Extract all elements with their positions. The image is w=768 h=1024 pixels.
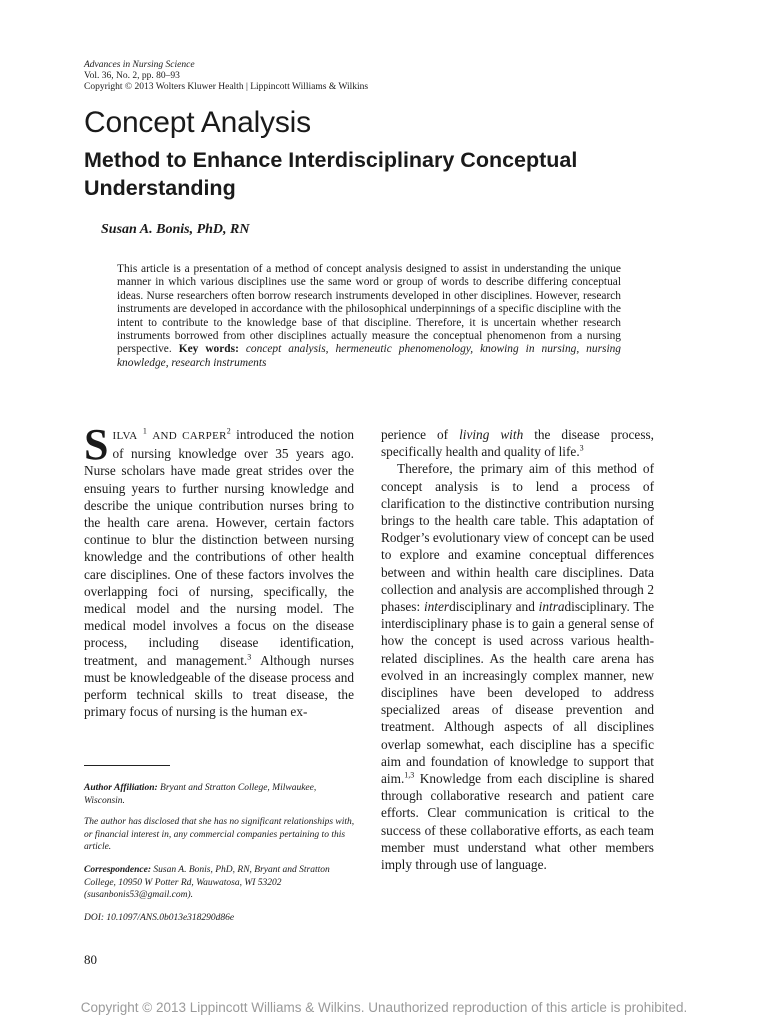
paragraph-text: Although nurses must be knowledgeable of the disease process and perform technical skills to treat disease, the primary focus of nursing is the human ex- bbox=[84, 652, 354, 720]
journal-header bbox=[84, 60, 368, 93]
author-name: Susan A. Bonis, PhD, RN bbox=[101, 222, 250, 237]
footnote-text: Bryant and Stratton College, Milwaukee, Wisconsin. bbox=[84, 783, 317, 806]
footnote-divider bbox=[84, 765, 170, 766]
paragraph bbox=[381, 426, 654, 460]
citation: 2 bbox=[226, 426, 231, 436]
paragraph-text: disciplinary and bbox=[449, 599, 535, 615]
body-column-right bbox=[381, 426, 654, 873]
paragraph-text: Knowledge from each discipline is shared through collaborative research and patient care efforts. Clear communication is critical to the success of these collaborative efforts, as each team member must understand what other members imply through use of language. bbox=[381, 771, 654, 873]
paragraph-text: perience of bbox=[381, 427, 449, 442]
emphasis: inter bbox=[423, 599, 450, 615]
emphasis: living with bbox=[459, 427, 524, 442]
citation: 1 bbox=[142, 426, 147, 436]
citation: 3 bbox=[247, 652, 252, 662]
header-copyright: Copyright © 2013 Wolters Kluwer Health | Lippincott Williams & Wilkins bbox=[84, 82, 369, 92]
page-number: 80 bbox=[84, 952, 97, 967]
journal-name: Advances in Nursing Science bbox=[84, 60, 195, 70]
abstract-text: This article is a presentation of a method of concept analysis designed to assist in understanding the unique manner in which various disciplines use the same word or group of words to describe differing conceptual ideas. Nurse researchers often borrow research instruments developed in other disciplines. However, research instruments are developed in accordance with the philosophical underpinnings of a specific discipline with the intent to contribute to the knowledge base of that discipline. Therefore, it is uncertain whether research instruments borrowed from other disciplines actually measure the conceptual phenomenon from a nursing perspective. bbox=[117, 263, 621, 356]
keywords-list: concept analysis, hermeneutic phenomenology, knowing in nursing, nursing knowledge, research instruments bbox=[117, 343, 621, 369]
drop-cap: S bbox=[84, 420, 109, 469]
keywords-label: Key words: bbox=[178, 343, 239, 356]
footer-copyright: Copyright © 2013 Lippincott Williams & Wilkins. Unauthorized reproduction of this article is prohibited. bbox=[80, 1000, 688, 1015]
citation: 3 bbox=[579, 443, 584, 453]
and-carper: AND CARPER bbox=[152, 430, 227, 442]
footnote-disclosure: The author has disclosed that she has no significant relationships with, or financial interest in, any commercial companies pertaining to this article. bbox=[84, 817, 355, 852]
footnote-affiliation bbox=[84, 782, 356, 807]
lead-smallcaps: ILVA bbox=[112, 430, 138, 442]
citation: 1,3 bbox=[404, 770, 415, 780]
footnote-label: Correspondence: bbox=[84, 865, 152, 875]
abstract bbox=[117, 263, 621, 370]
paragraph-text: introduced the notion of nursing knowledge over 35 years ago. Nurse scholars have made great strides over the ensuing years to further nursing knowledge and describe the unique contribution nurses bring to the health care arena. However, certain factors continue to blur the distinction between nursing knowledge and the contributions of other health care disciplines. One of these factors involves the overlapping foci of nursing, specifically, the medical model and the nursing model. The medical model involves a focus on the disease process, including disease identification, treatment, and management. bbox=[84, 427, 354, 668]
paragraph bbox=[84, 420, 354, 720]
paragraph-text: Therefore, the primary aim of this method of concept analysis is to lend a process of clarification to the distinctive contribution nursing brings to the health care table. This adaptation of Rodger’s evolutionary view of concept can be used to explore and examine conceptual differences between and within health care disciplines. Data collection and analysis are accomplished through 2 phases: bbox=[381, 461, 654, 615]
footnote-doi: DOI: 10.1097/ANS.0b013e318290d86e bbox=[84, 913, 235, 923]
footnote-correspondence bbox=[84, 864, 356, 902]
volume-info: Vol. 36, No. 2, pp. 80–93 bbox=[84, 71, 180, 81]
footnote-text: Susan A. Bonis, PhD, RN, Bryant and Stratton College, 10950 W Potter Rd, Wauwatosa, WI 53202 (susanbonis53@gmail.com). bbox=[84, 865, 330, 900]
article-title: Concept Analysis bbox=[84, 106, 311, 139]
emphasis: intra bbox=[538, 599, 565, 615]
body-column-left bbox=[84, 420, 354, 720]
paragraph bbox=[381, 460, 654, 873]
article-subtitle: Method to Enhance Interdisciplinary Conceptual Understanding bbox=[84, 148, 578, 200]
paragraph-text: the disease process, specifically health and quality of life. bbox=[381, 427, 655, 460]
footnote-label: Author Affiliation: bbox=[84, 783, 158, 793]
paragraph-text: disciplinary. The interdisciplinary phase is to gain a general sense of how the concept is used across various health-related disciplines. As the health care arena has evolved in an increasingly complex manner, new disciplines have been developed to address specialized areas of disease prevention and treatment. Although aspects of all disciplines overlap somewhat, each discipline has a specific aim and foundation of knowledge to support that aim. bbox=[381, 599, 654, 787]
